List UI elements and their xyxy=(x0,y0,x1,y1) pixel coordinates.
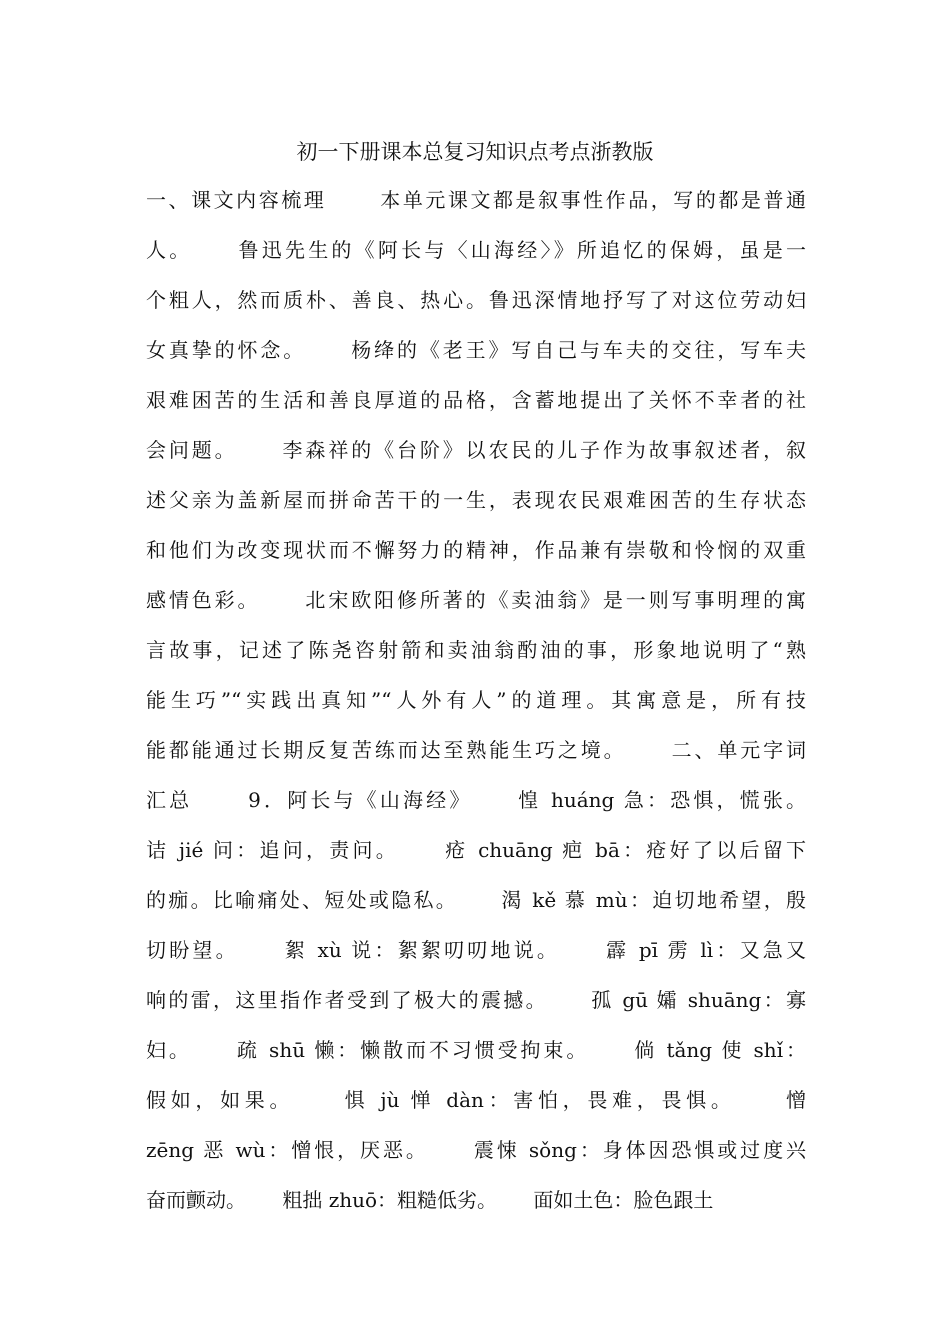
text-line: 诘 jié 问：追问，责问。 疮 chuāng 疤 bā：疮好了以后留下 xyxy=(146,838,806,862)
document-body xyxy=(146,180,806,1230)
text-line: 言故事，记述了陈尧咨射箭和卖油翁酌油的事，形象地说明了“熟 xyxy=(146,638,806,662)
text-line: 妇。 疏 shū 懒：懒散而不习惯受拘束。 倘 tǎng 使 shǐ： xyxy=(146,1038,806,1062)
text-line: 述父亲为盖新屋而拼命苦干的一生，表现农民艰难困苦的生存状态 xyxy=(146,488,806,512)
text-line: 感情色彩。 北宋欧阳修所著的《卖油翁》是一则写事明理的寓 xyxy=(146,588,806,612)
text-line: 会问题。 李森祥的《台阶》以农民的儿子作为故事叙述者，叙 xyxy=(146,438,806,462)
text-line: 能生巧”“实践出真知”“人外有人”的道理。其寓意是，所有技 xyxy=(146,688,806,712)
text-line: 女真挚的怀念。 杨绛的《老王》写自己与车夫的交往，写车夫 xyxy=(146,338,806,362)
document-title: 初一下册课本总复习知识点考点浙教版 xyxy=(296,140,654,164)
text-line: 人。 鲁迅先生的《阿长与〈山海经〉》所追忆的保姆，虽是一 xyxy=(146,238,806,262)
text-line: 假如，如果。 惧 jù 惮 dàn：害怕，畏难，畏惧。 憎 xyxy=(146,1088,806,1112)
text-line: 汇总 9．阿长与《山海经》 惶 huáng 急：恐惧，慌张。 xyxy=(146,788,806,812)
text-line: 的痂。比喻痛处、短处或隐私。 渴 kě 慕 mù：迫切地希望，殷 xyxy=(146,888,806,912)
text-line: 能都能通过长期反复苦练而达至熟能生巧之境。 二、单元字词 xyxy=(146,738,806,762)
text-line: 切盼望。 絮 xù 说：絮絮叨叨地说。 霹 pī 雳 lì：又急又 xyxy=(146,938,806,962)
text-line: 奋而颤动。 粗拙 zhuō：粗糙低劣。 面如土色：脸色跟土 xyxy=(146,1188,714,1212)
text-line: zēng 恶 wù：憎恨，厌恶。 震悚 sǒng：身体因恐惧或过度兴 xyxy=(146,1138,806,1162)
text-line: 个粗人，然而质朴、善良、热心。鲁迅深情地抒写了对这位劳动妇 xyxy=(146,288,806,312)
text-line: 响的雷，这里指作者受到了极大的震撼。 孤 gū 孀 shuāng：寡 xyxy=(146,988,806,1012)
text-line: 和他们为改变现状而不懈努力的精神，作品兼有崇敬和怜悯的双重 xyxy=(146,538,806,562)
text-line: 艰难困苦的生活和善良厚道的品格，含蓄地提出了关怀不幸者的社 xyxy=(146,388,806,412)
text-line: 一、课文内容梳理 本单元课文都是叙事性作品，写的都是普通 xyxy=(146,188,806,212)
